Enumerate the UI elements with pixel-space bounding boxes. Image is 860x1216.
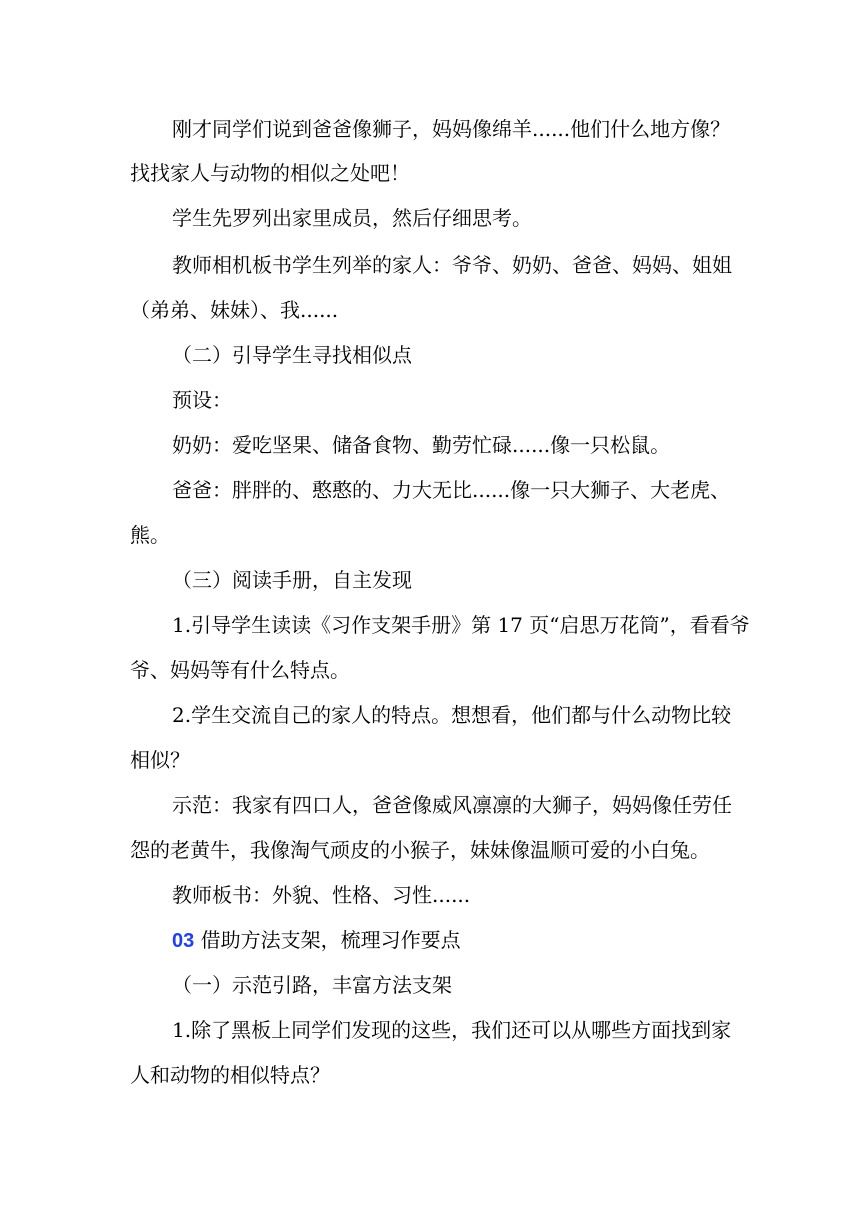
- paragraph-line: 1.引导学生读读《习作支架手册》第 17 页“启思万花筒”，看看爷: [172, 613, 750, 637]
- section-heading: （三）阅读手册，自主发现: [172, 568, 412, 592]
- paragraph-line: 相似？: [130, 748, 190, 772]
- section-number: 03: [172, 930, 195, 952]
- paragraph-line: 示范：我家有四口人，爸爸像威风凛凛的大狮子，妈妈像任劳任: [172, 793, 732, 817]
- paragraph-line: 奶奶：爱吃坚果、储备食物、勤劳忙碌......像一只松鼠。: [172, 433, 671, 457]
- paragraph-line: 爸爸：胖胖的、憨憨的、力大无比......像一只大狮子、大老虎、: [172, 478, 731, 502]
- paragraph-line: 熊。: [130, 523, 170, 547]
- paragraph-line: 预设：: [172, 388, 232, 412]
- paragraph-line: （弟弟、妹妹）、我......: [130, 298, 339, 322]
- paragraph-line: 教师相机板书学生列举的家人：爷爷、奶奶、爸爸、妈妈、姐姐: [172, 253, 732, 277]
- paragraph-line: 教师板书：外貌、性格、习性......: [172, 883, 471, 907]
- section-title: 借助方法支架，梳理习作要点: [194, 928, 461, 952]
- paragraph-line: 学生先罗列出家里成员，然后仔细思考。: [172, 206, 532, 230]
- paragraph-line: 2.学生交流自己的家人的特点。想想看，他们都与什么动物比较: [172, 703, 732, 727]
- section-heading: （一）示范引路，丰富方法支架: [172, 973, 452, 997]
- section-heading: （二）引导学生寻找相似点: [172, 343, 412, 367]
- paragraph-line: 1.除了黑板上同学们发现的这些，我们还可以从哪些方面找到家: [172, 1018, 732, 1042]
- section-heading-03: [172, 926, 461, 954]
- paragraph-line: 怨的老黄牛，我像淘气顽皮的小猴子，妹妹像温顺可爱的小白兔。: [130, 838, 710, 862]
- paragraph-line: 爷、妈妈等有什么特点。: [130, 658, 350, 682]
- paragraph-line: 找找家人与动物的相似之处吧！: [130, 161, 410, 185]
- paragraph-line: 刚才同学们说到爸爸像狮子，妈妈像绵羊......他们什么地方像？: [172, 117, 731, 141]
- paragraph-line: 人和动物的相似特点？: [130, 1063, 330, 1087]
